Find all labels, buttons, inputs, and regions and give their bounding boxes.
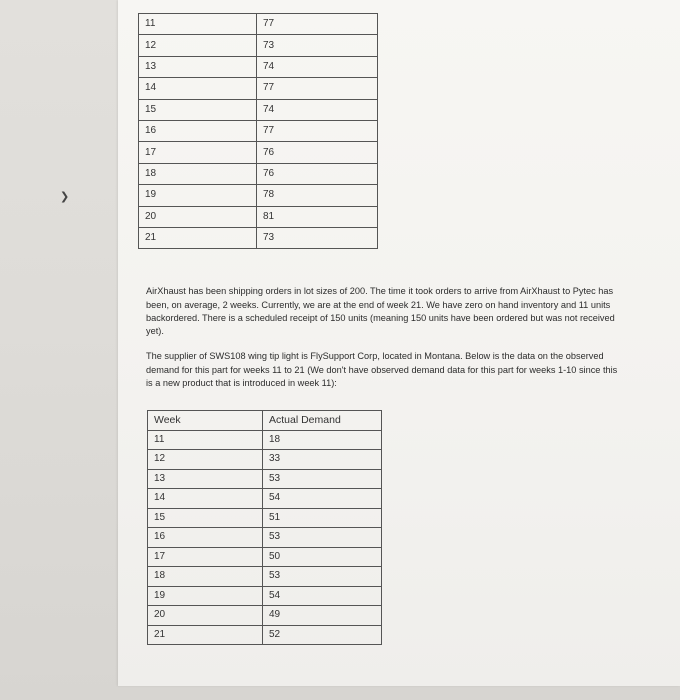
week-cell: 17 [148,547,263,567]
week-cell: 18 [139,163,257,184]
demand-cell: 51 [263,508,382,528]
value-cell: 73 [257,35,378,56]
week-cell: 16 [139,120,257,141]
demand-cell: 53 [263,528,382,548]
table-row [139,227,378,248]
week-cell: 13 [139,56,257,77]
header-week: Week [148,411,263,431]
value-cell: 77 [257,14,378,35]
week-cell: 19 [139,185,257,206]
table-row [139,142,378,163]
week-cell: 20 [139,206,257,227]
week-cell: 14 [139,78,257,99]
week-cell: 12 [148,450,263,470]
table-header-row [148,411,382,431]
header-actual-demand: Actual Demand [263,411,382,431]
value-cell: 77 [257,120,378,141]
week-cell: 19 [148,586,263,606]
demand-cell: 53 [263,567,382,587]
table-row [139,78,378,99]
table-row [148,567,382,587]
week-cell: 11 [148,430,263,450]
table-row [148,430,382,450]
week-cell: 15 [148,508,263,528]
week-cell: 17 [139,142,257,163]
table-row [139,14,378,35]
week-cell: 20 [148,606,263,626]
table-row [148,606,382,626]
week-cell: 11 [139,14,257,35]
demand-cell: 54 [263,489,382,509]
demand-cell: 50 [263,547,382,567]
table-row [139,99,378,120]
value-cell: 77 [257,78,378,99]
actual-demand-table [147,410,382,645]
paragraph-airxhaust: AirXhaust has been shipping orders in lot sizes of 200. The time it took orders to arrive from AirXhaust to Pytec has been, on average, 2 weeks. Currently, we are at the end of week 21. We have zero on hand inventory and 11 units backordered. There is a scheduled receipt of 150 units (meaning 150 units have been ordered but was not received yet). [146,286,615,337]
table-row [139,35,378,56]
value-cell: 74 [257,56,378,77]
table-row [148,528,382,548]
value-cell: 73 [257,227,378,248]
table-row [148,489,382,509]
week-cell: 21 [139,227,257,248]
value-cell: 81 [257,206,378,227]
week-cell: 21 [148,625,263,645]
table-row [148,547,382,567]
demand-cell: 33 [263,450,382,470]
week-cell: 14 [148,489,263,509]
demand-cell: 53 [263,469,382,489]
demand-cell: 54 [263,586,382,606]
demand-cell: 18 [263,430,382,450]
week-cell: 16 [148,528,263,548]
table-row [139,185,378,206]
demand-cell: 49 [263,606,382,626]
table-row [148,469,382,489]
value-cell: 74 [257,99,378,120]
value-cell: 76 [257,142,378,163]
table-row [148,508,382,528]
weekly-data-table [138,13,378,249]
week-cell: 15 [139,99,257,120]
value-cell: 78 [257,185,378,206]
table-row [139,120,378,141]
week-cell: 13 [148,469,263,489]
table-row [139,163,378,184]
margin-mark: ❯ [60,191,70,203]
paragraph-flysupport: The supplier of SWS108 wing tip light is FlySupport Corp, located in Montana. Below is the data on the observed demand for this part for weeks 11 to 21 (We don't have observed demand data for this part for weeks 1-10 since this is a new product that is introduced in week 11): [146,351,618,388]
value-cell: 76 [257,163,378,184]
week-cell: 12 [139,35,257,56]
week-cell: 18 [148,567,263,587]
table-row [148,586,382,606]
table-row [148,450,382,470]
table-row [148,625,382,645]
table-row [139,206,378,227]
table-row [139,56,378,77]
demand-cell: 52 [263,625,382,645]
